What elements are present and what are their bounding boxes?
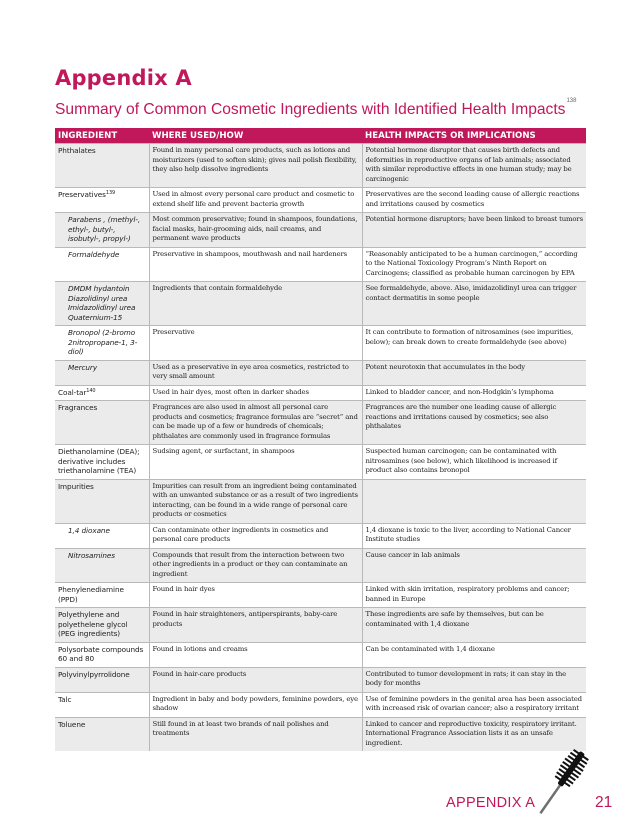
health-impact-cell: Potential hormone disruptor that causes birth defects and deformities in reproductive organs of lab animals; associated with similar reproductive effects in one human study; may be carcinogenic	[362, 144, 586, 188]
where-used-cell: Preservative	[149, 326, 362, 361]
ingredient-name: DMDM hydantoin Diazolidinyl urea Imidazolidinyl urea Quaternium-15	[68, 284, 136, 322]
table-row	[55, 213, 586, 248]
page-number: 21	[595, 794, 613, 811]
ingredient-name: Mercury	[68, 362, 98, 372]
health-impact-cell: Contributed to tumor development in rats; it can stay in the body for months	[362, 667, 586, 692]
ingredient-name: Preservatives	[58, 190, 106, 199]
where-used-cell: Found in many personal care products, such as lotions and moisturizers (used to soften skin); gives nail polish flexibility, they also help dissolve ingredients	[149, 144, 362, 188]
table-header-row	[55, 128, 586, 144]
ingredient-name: Bronopol (2-bromo 2nitropropane-1, 3-diol)	[68, 328, 138, 356]
health-impact-cell: Fragrances are the number one leading cause of allergic reactions and irritations caused by cosmetics; see also phthalates	[362, 401, 586, 445]
health-impact-cell: Linked to cancer and reproductive toxicity, respiratory irritant. International Fragrance Association lists it as an unsafe ingredient.	[362, 717, 586, 751]
ingredient-cell	[55, 667, 149, 692]
where-used-cell: Found in hair straighteners, antiperspirants, baby-care products	[149, 608, 362, 643]
health-impact-cell: Can be contaminated with 1,4 dioxane	[362, 642, 586, 667]
ingredient-cell	[55, 188, 149, 213]
ingredient-name: 1,4 dioxane	[68, 525, 110, 535]
ingredient-cell	[55, 692, 149, 717]
health-impact-cell: Linked to bladder cancer, and non-Hodgkin’s lymphoma	[362, 385, 586, 401]
ingredient-cell	[55, 583, 149, 608]
ingredient-name: Talc	[58, 694, 72, 704]
ingredient-name: Polyethylene and polyethelene glycol (PEG ingredients)	[58, 610, 128, 638]
ingredient-name: Polyvinylpyrrolidone	[58, 669, 130, 679]
health-impact-cell: These ingredients are safe by themselves, but can be contaminated with 1,4 dioxane	[362, 608, 586, 643]
ingredient-name: Impurities	[58, 481, 94, 491]
ingredient-name: Diethanolamine (DEA); derivative includes triethanolamine (TEA)	[58, 447, 140, 475]
table-row	[55, 667, 586, 692]
table-title-text: Summary of Common Cosmetic Ingredients with Identified Health Impacts	[55, 101, 566, 118]
where-used-cell: Found in lotions and creams	[149, 642, 362, 667]
health-impact-cell: 1,4 dioxane is toxic to the liver, according to National Cancer Institute studies	[362, 523, 586, 548]
table-row	[55, 247, 586, 282]
ingredient-cell	[55, 144, 149, 188]
ingredient-name: Polysorbate compounds 60 and 80	[58, 644, 144, 663]
ingredient-reference: 139	[105, 190, 116, 196]
mascara-wand-icon	[534, 742, 590, 822]
ingredient-name: Toluene	[58, 719, 86, 729]
ingredient-name: Nitrosamines	[68, 550, 115, 560]
ingredient-cell	[55, 360, 149, 385]
ingredient-name: Parabens , (methyl-, ethyl-, butyl-, isobutyl-, propyl-)	[68, 215, 141, 243]
where-used-cell: Most common preservative; found in shampoos, foundations, facial masks, hair-grooming aids, nail creams, and permanent wave products	[149, 213, 362, 248]
where-used-cell: Used in hair dyes, most often in darker shades	[149, 385, 362, 401]
table-row	[55, 479, 586, 523]
ingredients-table	[55, 128, 586, 751]
ingredient-cell	[55, 401, 149, 445]
table-row	[55, 717, 586, 751]
header-ingredient: INGREDIENT	[55, 128, 149, 144]
where-used-cell: Ingredients that contain formaldehyde	[149, 282, 362, 326]
table-row	[55, 144, 586, 188]
where-used-cell: Found in hair-care products	[149, 667, 362, 692]
table-row	[55, 445, 586, 480]
table-row	[55, 608, 586, 643]
health-impact-cell: It can contribute to formation of nitrosamines (see impurities, below); can break down to create formaldehyde (see above)	[362, 326, 586, 361]
ingredient-name: Phthalates	[58, 146, 96, 155]
table-row	[55, 282, 586, 326]
footer-section-label: APPENDIX A	[446, 795, 536, 811]
ingredient-cell	[55, 479, 149, 523]
table-row	[55, 188, 586, 213]
ingredient-name: Coal-tar	[58, 387, 87, 397]
where-used-cell: Impurities can result from an ingredient being contaminated with an unwanted substance or as a result of two ingredients interacting, can be found in a wide range of personal care products or cosmetics	[149, 479, 362, 523]
health-impact-cell: Potent neurotoxin that accumulates in the body	[362, 360, 586, 385]
ingredient-reference: 140	[86, 387, 96, 394]
appendix-heading: Appendix A	[55, 66, 192, 90]
ingredient-name: Formaldehyde	[68, 249, 120, 259]
health-impact-cell: Cause cancer in lab animals	[362, 548, 586, 583]
table-body	[55, 144, 586, 752]
health-impact-cell: “Reasonably anticipated to be a human carcinogen,” according to the National Toxicology Program’s Ninth Report on Carcinogens; classified as probable human carcinogen by EPA	[362, 247, 586, 282]
where-used-cell: Found in hair dyes	[149, 583, 362, 608]
where-used-cell: Used as a preservative in eye area cosmetics, restricted to very small amount	[149, 360, 362, 385]
ingredient-cell	[55, 608, 149, 643]
ingredient-cell	[55, 385, 149, 401]
health-impact-cell: Potential hormone disruptors; have been linked to breast tumors	[362, 213, 586, 248]
ingredient-name: Phenylenediamine (PPD)	[58, 585, 124, 604]
health-impact-cell: Suspected human carcinogen; can be contaminated with nitrosamines (see below), which likelihood is increased if product also contains bronopol	[362, 445, 586, 480]
where-used-cell: Compounds that result from the interaction between two other ingredients in a product or they can contaminate an ingredient	[149, 548, 362, 583]
table-row	[55, 360, 586, 385]
table-title-reference: 138	[566, 98, 577, 104]
ingredient-cell	[55, 445, 149, 480]
table-row	[55, 326, 586, 361]
ingredient-cell	[55, 213, 149, 248]
table-row	[55, 583, 586, 608]
ingredient-cell	[55, 523, 149, 548]
where-used-cell: Ingredient in baby and body powders, feminine powders, eye shadow	[149, 692, 362, 717]
table-row	[55, 642, 586, 667]
table-row	[55, 548, 586, 583]
ingredient-cell	[55, 326, 149, 361]
ingredient-cell	[55, 282, 149, 326]
where-used-cell: Fragrances are also used in almost all personal care products and cosmetics; fragrance formulas are “secret” and can be made up of a few or hundreds of chemicals; phthalates are commonly used in fragrance formulas	[149, 401, 362, 445]
table-row	[55, 401, 586, 445]
health-impact-cell: Linked with skin irritation, respiratory problems and cancer; banned in Europe	[362, 583, 586, 608]
health-impact-cell: Preservatives are the second leading cause of allergic reactions and irritations caused by cosmetics	[362, 188, 586, 213]
health-impact-cell: Use of feminine powders in the genital area has been associated with increased risk of ovarian cancer; also a respiratory irritant	[362, 692, 586, 717]
table-row	[55, 692, 586, 717]
table-row	[55, 385, 586, 401]
ingredient-cell	[55, 642, 149, 667]
ingredient-cell	[55, 247, 149, 282]
where-used-cell: Still found in at least two brands of nail polishes and treatments	[149, 717, 362, 751]
health-impact-cell	[362, 479, 586, 523]
health-impact-cell: See formaldehyde, above. Also, imidazolidinyl urea can trigger contact dermatitis in some people	[362, 282, 586, 326]
where-used-cell: Can contaminate other ingredients in cosmetics and personal care products	[149, 523, 362, 548]
header-where-used: WHERE USED/HOW	[149, 128, 362, 144]
where-used-cell: Used in almost every personal care product and cosmetic to extend shelf life and prevent bacteria growth	[149, 188, 362, 213]
table-title	[55, 98, 577, 119]
where-used-cell: Preservative in shampoos, mouthwash and nail hardeners	[149, 247, 362, 282]
table-row	[55, 523, 586, 548]
ingredient-cell	[55, 717, 149, 751]
where-used-cell: Sudsing agent, or surfactant, in shampoos	[149, 445, 362, 480]
ingredient-cell	[55, 548, 149, 583]
header-health-impacts: HEALTH IMPACTS OR IMPLICATIONS	[362, 128, 586, 144]
ingredient-name: Fragrances	[58, 403, 98, 412]
